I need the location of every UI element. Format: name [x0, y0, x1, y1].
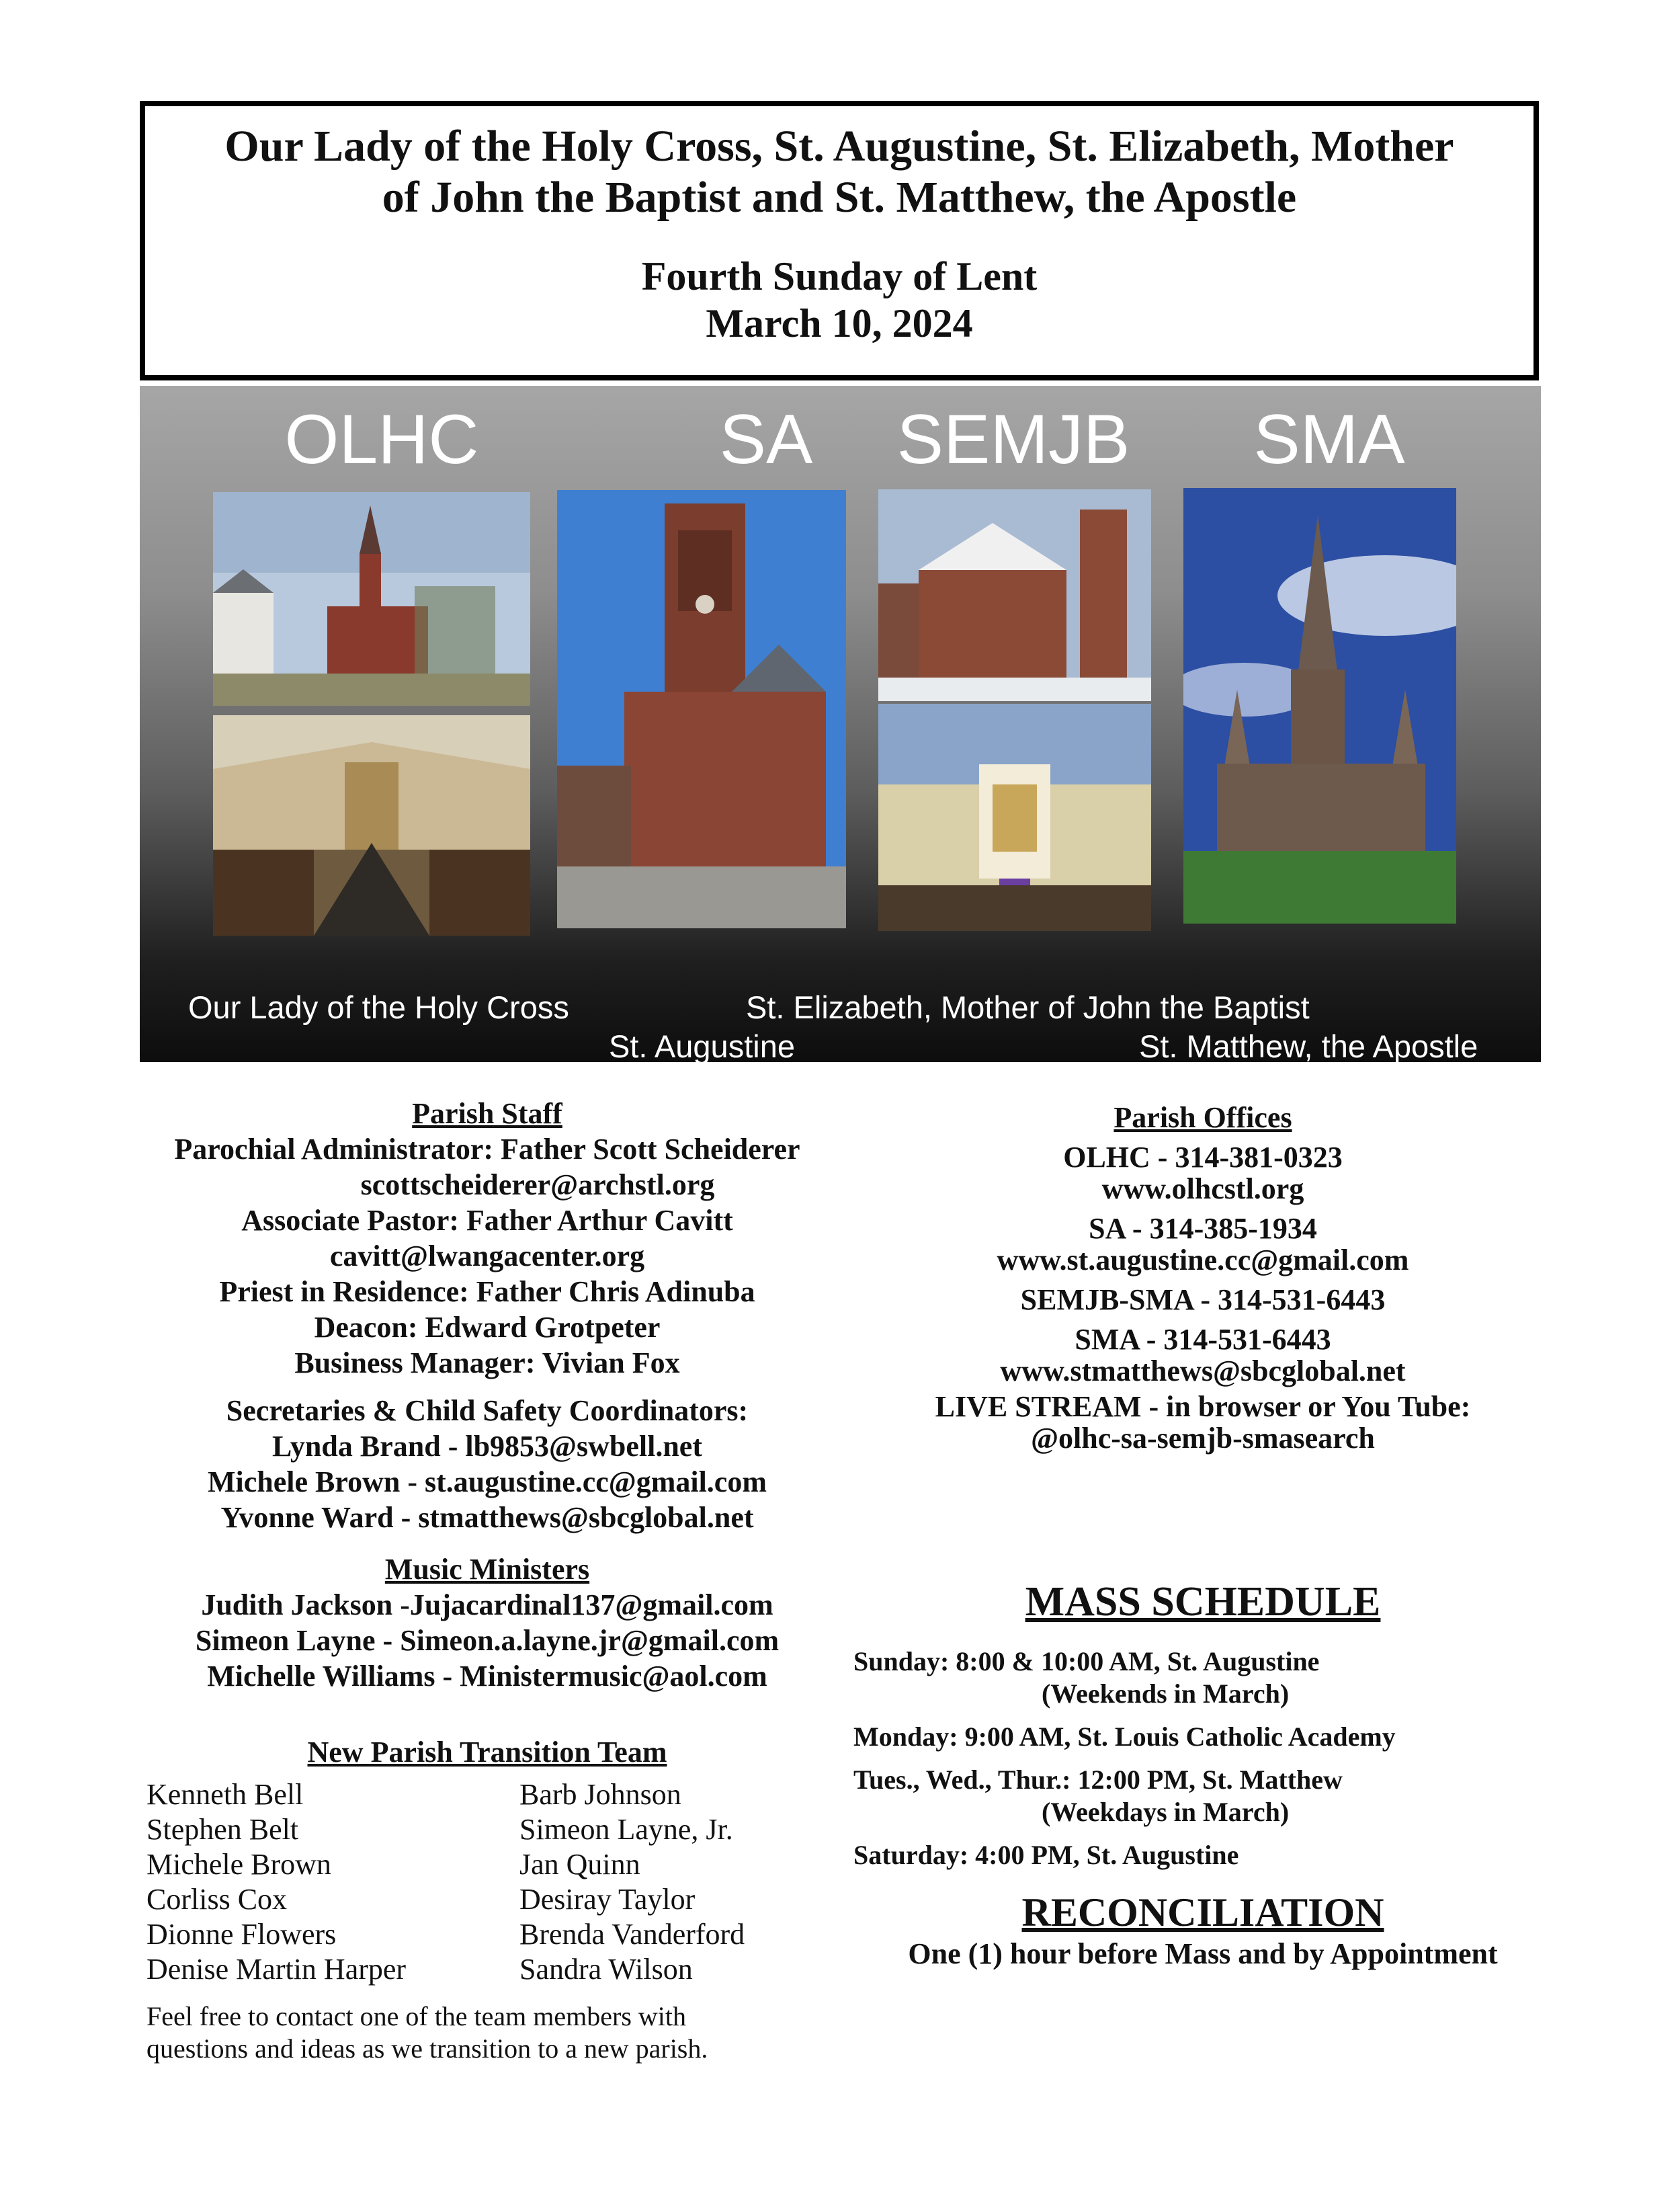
caption-sma: St. Matthew, the Apostle — [1139, 1028, 1478, 1064]
music-ministers-section — [134, 1551, 840, 1694]
mass-weekday-note: (Weekdays in March) — [1042, 1797, 1290, 1827]
caption-sa: St. Augustine — [609, 1028, 795, 1064]
team-member: Desiray Taylor — [519, 1883, 696, 1916]
bulletin-date: March 10, 2024 — [706, 301, 973, 346]
secretary-line: Lynda Brand - lb9853@swbell.net — [272, 1430, 702, 1463]
semjb-interior-photo — [878, 704, 1151, 931]
live-stream-handle[interactable]: @olhc-sa-semjb-smasearch — [1031, 1422, 1375, 1455]
team-member: Kenneth Bell — [146, 1778, 304, 1811]
reconciliation-heading: RECONCILIATION — [1021, 1890, 1384, 1935]
team-member: Corliss Cox — [146, 1883, 288, 1916]
abbr-semjb: SEMJB — [896, 401, 1130, 479]
staff-line: Deacon: Edward Grotpeter — [314, 1311, 661, 1344]
transition-team-note — [146, 2000, 708, 2065]
semjb-exterior-photo — [878, 489, 1151, 701]
team-member: Michele Brown — [146, 1848, 331, 1881]
reconciliation-section — [853, 1889, 1552, 1972]
team-member: Denise Martin Harper — [146, 1953, 407, 1986]
staff-line: Associate Pastor: Father Arthur Cavitt — [241, 1204, 733, 1237]
parish-staff-heading: Parish Staff — [412, 1097, 562, 1130]
reconciliation-text: One (1) hour before Mass and by Appointment — [908, 1937, 1498, 1970]
parish-offices-section — [853, 1100, 1552, 1456]
office-website[interactable]: www.olhcstl.org — [1101, 1172, 1304, 1205]
olhc-interior-photo — [213, 715, 530, 936]
team-member: Dionne Flowers — [146, 1918, 337, 1951]
office-website[interactable]: www.st.augustine.cc@gmail.com — [997, 1244, 1409, 1276]
mass-monday: Monday: 9:00 AM, St. Louis Catholic Academy — [853, 1721, 1396, 1752]
office-website[interactable]: www.stmatthews@sbcglobal.net — [1000, 1354, 1406, 1387]
music-minister-line: Michelle Williams - Ministermusic@aol.com — [207, 1660, 767, 1693]
mass-schedule-heading: MASS SCHEDULE — [1025, 1579, 1381, 1625]
team-member: Brenda Vanderford — [519, 1918, 745, 1951]
office-phone: SMA - 314-531-6443 — [1075, 1323, 1331, 1356]
bulletin-header — [140, 101, 1539, 380]
sa-church-photo — [557, 490, 846, 928]
bulletin-date-block — [145, 253, 1534, 347]
office-phone: SA - 314-385-1934 — [1089, 1212, 1317, 1245]
abbr-sa: SA — [719, 401, 813, 479]
liturgical-occasion: Fourth Sunday of Lent — [641, 254, 1038, 298]
parish-title-line-1: Our Lady of the Holy Cross, St. Augustine, St. Elizabeth, Mother — [224, 122, 1454, 171]
caption-olhc: Our Lady of the Holy Cross — [188, 989, 569, 1025]
staff-email[interactable]: scottscheiderer@archstl.org — [360, 1168, 715, 1201]
mass-sunday-note: (Weekends in March) — [1042, 1678, 1290, 1709]
abbr-olhc: OLHC — [284, 401, 479, 479]
parish-title-line-2: of John the Baptist and St. Matthew, the Apostle — [382, 173, 1297, 222]
staff-line: Parochial Administrator: Father Scott Scheiderer — [174, 1133, 800, 1166]
parish-staff-section — [134, 1096, 840, 1535]
staff-line: Priest in Residence: Father Chris Adinuba — [219, 1275, 755, 1308]
secretary-line: Yvonne Ward - stmatthews@sbcglobal.net — [220, 1501, 754, 1534]
team-note-line-2: questions and ideas as we transition to a new parish. — [146, 2033, 708, 2064]
mass-schedule-heading-wrap — [853, 1578, 1552, 1626]
olhc-exterior-photo — [213, 492, 530, 706]
parish-title — [145, 121, 1534, 223]
team-member: Stephen Belt — [146, 1813, 299, 1846]
music-minister-line: Simeon Layne - Simeon.a.layne.jr@gmail.com — [195, 1624, 780, 1657]
mass-weekday: Tues., Wed., Thur.: 12:00 PM, St. Matthew — [853, 1765, 1343, 1795]
office-phone: OLHC - 314-381-0323 — [1063, 1141, 1343, 1174]
secretaries-heading: Secretaries & Child Safety Coordinators: — [226, 1394, 749, 1427]
team-member: Jan Quinn — [519, 1848, 640, 1881]
parish-offices-heading: Parish Offices — [1114, 1101, 1292, 1134]
team-column-left — [146, 1777, 406, 1987]
transition-team-heading: New Parish Transition Team — [307, 1736, 667, 1769]
office-phone: SEMJB-SMA - 314-531-6443 — [1020, 1283, 1386, 1316]
mass-saturday: Saturday: 4:00 PM, St. Augustine — [853, 1840, 1239, 1870]
team-note-line-1: Feel free to contact one of the team members with — [146, 2001, 687, 2031]
transition-team-heading-wrap — [134, 1734, 840, 1770]
sma-church-photo — [1183, 488, 1456, 924]
staff-email[interactable]: cavitt@lwangacenter.org — [329, 1240, 645, 1272]
music-ministers-heading: Music Ministers — [384, 1553, 590, 1586]
staff-line: Business Manager: Vivian Fox — [294, 1346, 680, 1379]
team-member: Sandra Wilson — [519, 1953, 693, 1986]
music-minister-line: Judith Jackson -Jujacardinal137@gmail.com — [201, 1588, 773, 1621]
team-member: Barb Johnson — [519, 1778, 681, 1811]
team-column-right — [519, 1777, 745, 1987]
team-member: Simeon Layne, Jr. — [519, 1813, 733, 1846]
live-stream-label: LIVE STREAM - in browser or You Tube: — [935, 1390, 1471, 1423]
secretary-line: Michele Brown - st.augustine.cc@gmail.com — [207, 1465, 767, 1498]
mass-sunday: Sunday: 8:00 & 10:00 AM, St. Augustine — [853, 1646, 1320, 1676]
church-photo-banner — [140, 386, 1541, 1062]
caption-semjb: St. Elizabeth, Mother of John the Baptist — [746, 989, 1310, 1025]
abbr-sma: SMA — [1253, 401, 1405, 479]
